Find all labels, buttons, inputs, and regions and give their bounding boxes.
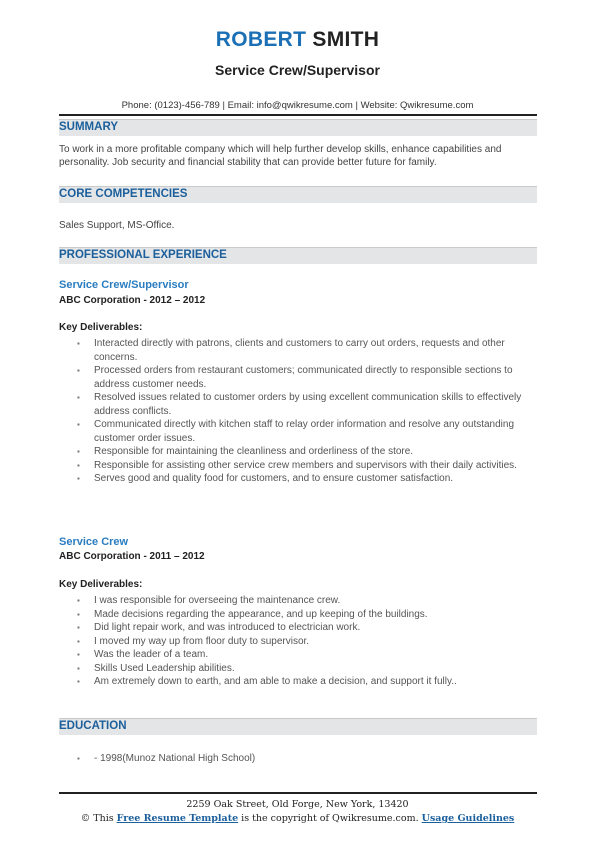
competencies-text: Sales Support, MS-Office. bbox=[59, 220, 175, 231]
experience-heading: PROFESSIONAL EXPERIENCE bbox=[59, 249, 227, 261]
list-item: ▪ Made decisions regarding the appearance, and up keeping of the buildings. bbox=[59, 608, 529, 622]
footer-divider bbox=[59, 792, 537, 794]
list-item: ▪ Serves good and quality food for customers, and to ensure customer satisfaction. bbox=[59, 472, 529, 486]
job-1-deliverables-list bbox=[59, 337, 529, 486]
education-heading: EDUCATION bbox=[59, 720, 127, 732]
footer-address: 2259 Oak Street, Old Forge, New York, 13420 bbox=[186, 799, 409, 810]
experience-heading-bar bbox=[59, 247, 537, 264]
job-2-company: ABC Corporation - 2011 – 2012 bbox=[59, 551, 205, 562]
summary-text: To work in a more profitable company which will help further develop skills, enhance capabilities and personality. Job security and financial stability that can provide better future for family. bbox=[59, 144, 502, 168]
list-item: ▪ Processed orders from restaurant customers; communicated directly to responsible sections to address customer needs. bbox=[59, 364, 529, 391]
list-item: ▪ Responsible for assisting other service crew members and supervisors with their daily activities. bbox=[59, 459, 529, 473]
list-item: ▪ Did light repair work, and was introduced to electrician work. bbox=[59, 621, 529, 635]
list-item: ▪ I moved my way up from floor duty to supervisor. bbox=[59, 635, 529, 649]
list-item: ▪ Was the leader of a team. bbox=[59, 648, 529, 662]
list-item: ▪ Responsible for maintaining the cleanliness and orderliness of the store. bbox=[59, 445, 529, 459]
footer-copyright bbox=[0, 813, 595, 824]
list-item: ▪ Resolved issues related to customer orders by using excellent communication skills to effectively address conflicts. bbox=[59, 391, 529, 418]
free-resume-template-link[interactable]: Free Resume Template bbox=[116, 813, 239, 824]
summary-heading-bar bbox=[59, 119, 537, 136]
copyright-middle: is the copyright of Qwikresume.com. bbox=[238, 813, 422, 824]
list-item: ▪ I was responsible for overseeing the maintenance crew. bbox=[59, 594, 529, 608]
education-heading-bar bbox=[59, 718, 537, 735]
job-2-title: Service Crew bbox=[59, 536, 129, 548]
last-name: SMITH bbox=[312, 28, 380, 51]
job-1-company: ABC Corporation - 2012 – 2012 bbox=[59, 295, 206, 306]
job-2-deliverables-list bbox=[59, 594, 529, 689]
candidate-name bbox=[0, 28, 595, 52]
contact-info: Phone: (0123)-456-789 | Email: info@qwikresume.com | Website: Qwikresume.com bbox=[121, 100, 474, 111]
summary-heading: SUMMARY bbox=[59, 121, 118, 133]
competencies-heading: CORE COMPETENCIES bbox=[59, 188, 188, 200]
job-1-deliverables-label: Key Deliverables: bbox=[59, 322, 143, 333]
competencies-heading-bar bbox=[59, 186, 537, 203]
job-1-title: Service Crew/Supervisor bbox=[59, 279, 189, 291]
list-item: ▪ Interacted directly with patrons, clients and customers to carry out orders, requests and other concerns. bbox=[59, 337, 529, 364]
education-list bbox=[59, 752, 529, 766]
job-2-deliverables-label: Key Deliverables: bbox=[59, 579, 143, 590]
list-item: ▪ Am extremely down to earth, and am able to make a decision, and support it fully.. bbox=[59, 675, 529, 689]
copyright-prefix: © This bbox=[80, 813, 117, 824]
first-name: ROBERT bbox=[215, 28, 307, 51]
list-item: ▪ Communicated directly with kitchen staff to relay order information and resolve any outstanding customer order issues. bbox=[59, 418, 529, 445]
list-item: ▪ Skills Used Leadership abilities. bbox=[59, 662, 529, 676]
job-title-header: Service Crew/Supervisor bbox=[215, 62, 380, 78]
usage-guidelines-link[interactable]: Usage Guidelines bbox=[421, 813, 515, 824]
header-divider bbox=[59, 114, 537, 116]
list-item: ▪ - 1998(Munoz National High School) bbox=[59, 752, 529, 766]
